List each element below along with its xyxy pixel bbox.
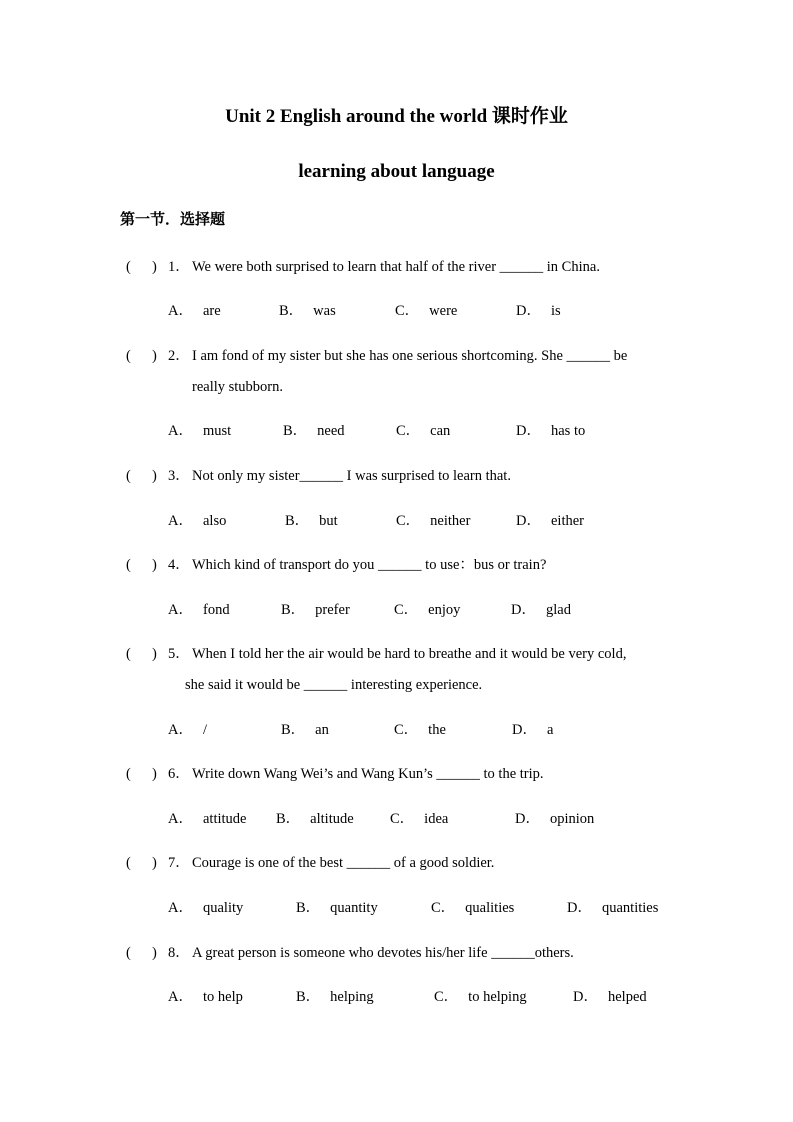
option-b[interactable]	[276, 808, 354, 830]
option-c[interactable]	[395, 300, 457, 322]
option-b[interactable]	[296, 986, 374, 1008]
question-text: A great person is someone who devotes his/her life ______others.	[192, 945, 574, 961]
option-letter: B．	[279, 303, 304, 319]
option-text: prefer	[315, 602, 350, 618]
option-b[interactable]	[281, 599, 350, 621]
option-text: idea	[424, 811, 449, 827]
option-d[interactable]	[573, 986, 647, 1008]
options-row	[0, 897, 793, 919]
option-text: quantity	[330, 900, 378, 916]
option-c[interactable]	[394, 599, 460, 621]
option-text: attitude	[202, 811, 247, 827]
option-a[interactable]	[168, 420, 231, 442]
question-8	[0, 942, 793, 964]
option-text: neither	[430, 513, 471, 529]
option-b[interactable]	[296, 897, 378, 919]
option-letter: D．	[516, 513, 541, 529]
question-text: Courage is one of the best ______ of a good soldier.	[192, 855, 495, 871]
option-letter: A．	[168, 900, 193, 916]
question-text: When I told her the air would be hard to breathe and it would be very cold,	[192, 646, 627, 662]
option-b[interactable]	[279, 300, 336, 322]
option-text: either	[550, 513, 584, 529]
option-text: to helping	[468, 989, 527, 1005]
option-text: to help	[202, 989, 243, 1005]
option-letter: B．	[296, 989, 321, 1005]
option-letter: D．	[516, 423, 541, 439]
option-text: quality	[202, 900, 244, 916]
question-text-continued: really stubborn.	[192, 379, 284, 395]
question-number: 1．	[168, 259, 190, 275]
option-c[interactable]	[394, 719, 446, 741]
option-text: must	[202, 423, 232, 439]
option-text: qualities	[465, 900, 515, 916]
option-a[interactable]	[168, 986, 243, 1008]
options-row	[0, 808, 793, 830]
option-letter: C．	[396, 513, 421, 529]
options-row	[0, 599, 793, 621]
question-number: 7．	[168, 855, 190, 871]
option-letter: D．	[567, 900, 592, 916]
option-text: an	[315, 722, 329, 738]
question-4	[0, 554, 793, 576]
option-d[interactable]	[516, 510, 584, 532]
option-letter: D．	[573, 989, 598, 1005]
option-text: helped	[607, 989, 647, 1005]
question-5	[0, 643, 793, 665]
paren-open: (	[126, 646, 131, 662]
option-b[interactable]	[285, 510, 338, 532]
option-letter: B．	[281, 722, 306, 738]
option-letter: D．	[511, 602, 536, 618]
option-text: has to	[550, 423, 586, 439]
option-a[interactable]	[168, 808, 246, 830]
option-text: is	[550, 303, 561, 319]
option-text: need	[317, 423, 345, 439]
option-letter: A．	[168, 602, 193, 618]
option-letter: B．	[285, 513, 310, 529]
paren-close: )	[152, 646, 157, 662]
question-6	[0, 763, 793, 785]
option-letter: C．	[434, 989, 459, 1005]
question-text: Not only my sister______ I was surprised to learn that.	[192, 468, 511, 484]
question-number: 6．	[168, 766, 190, 782]
option-c[interactable]	[431, 897, 514, 919]
option-text: enjoy	[428, 602, 461, 618]
options-row	[0, 420, 793, 442]
option-letter: A．	[168, 989, 193, 1005]
paren-open: (	[126, 557, 131, 573]
option-text: helping	[330, 989, 374, 1005]
option-letter: A．	[168, 811, 193, 827]
page-title: Unit 2 English around the world 课时作业	[225, 106, 568, 127]
question-text-continued: she said it would be ______ interesting experience.	[185, 677, 483, 693]
option-letter: C．	[395, 303, 420, 319]
option-d[interactable]	[512, 719, 553, 741]
paren-open: (	[126, 855, 131, 871]
option-a[interactable]	[168, 510, 226, 532]
options-row	[0, 510, 793, 532]
question-number: 5．	[168, 646, 190, 662]
option-letter: D．	[512, 722, 537, 738]
option-c[interactable]	[396, 510, 470, 532]
option-text: also	[202, 513, 227, 529]
option-text: fond	[202, 602, 230, 618]
option-text: glad	[545, 602, 571, 618]
option-letter: A．	[168, 513, 193, 529]
option-a[interactable]	[168, 300, 221, 322]
options-row	[0, 719, 793, 741]
option-letter: A．	[168, 423, 193, 439]
question-text: Which kind of transport do you ______ to use：bus or train?	[192, 557, 547, 573]
question-3	[0, 465, 793, 487]
question-2-continued	[0, 376, 793, 398]
paren-open: (	[126, 468, 131, 484]
option-text: quantities	[601, 900, 659, 916]
option-letter: C．	[431, 900, 456, 916]
option-letter: B．	[283, 423, 308, 439]
option-d[interactable]	[515, 808, 594, 830]
paren-open: (	[126, 348, 131, 364]
option-c[interactable]	[396, 420, 450, 442]
paren-close: )	[152, 468, 157, 484]
paren-close: )	[152, 766, 157, 782]
question-text: Write down Wang Wei’s and Wang Kun’s ______ to the trip.	[192, 766, 544, 782]
option-text: but	[319, 513, 338, 529]
option-letter: C．	[394, 722, 419, 738]
option-a[interactable]	[168, 599, 230, 621]
option-letter: B．	[296, 900, 321, 916]
options-row	[0, 986, 793, 1008]
paren-close: )	[152, 945, 157, 961]
option-c[interactable]	[390, 808, 448, 830]
option-d[interactable]	[516, 420, 585, 442]
question-number: 2．	[168, 348, 190, 364]
paren-close: )	[152, 259, 157, 275]
paren-close: )	[152, 348, 157, 364]
option-letter: C．	[390, 811, 415, 827]
paren-close: )	[152, 557, 157, 573]
paren-open: (	[126, 259, 131, 275]
option-c[interactable]	[434, 986, 527, 1008]
option-text: were	[429, 303, 458, 319]
option-letter: A．	[168, 722, 193, 738]
paren-close: )	[152, 855, 157, 871]
option-letter: D．	[515, 811, 540, 827]
option-letter: C．	[394, 602, 419, 618]
question-text: We were both surprised to learn that half of the river ______ in China.	[192, 259, 600, 275]
option-text: altitude	[310, 811, 354, 827]
option-text: can	[430, 423, 451, 439]
option-text: /	[202, 722, 208, 738]
option-b[interactable]	[283, 420, 345, 442]
option-text: are	[202, 303, 221, 319]
option-text: opinion	[549, 811, 595, 827]
question-number: 8．	[168, 945, 190, 961]
option-d[interactable]	[567, 897, 658, 919]
option-text: was	[313, 303, 336, 319]
option-a[interactable]	[168, 719, 207, 741]
option-letter: A．	[168, 303, 193, 319]
question-number: 4．	[168, 557, 190, 573]
question-2	[0, 345, 793, 367]
option-b[interactable]	[281, 719, 329, 741]
question-number: 3．	[168, 468, 190, 484]
option-d[interactable]	[516, 300, 561, 322]
question-text: I am fond of my sister but she has one serious shortcoming. She ______ be	[192, 348, 628, 364]
question-5-continued	[0, 674, 793, 696]
option-letter: B．	[276, 811, 301, 827]
options-row	[0, 300, 793, 322]
option-d[interactable]	[511, 599, 571, 621]
option-text: the	[428, 722, 446, 738]
option-a[interactable]	[168, 897, 243, 919]
option-text: a	[546, 722, 554, 738]
option-letter: C．	[396, 423, 421, 439]
section-heading: 第一节．选择题	[120, 212, 226, 228]
option-letter: B．	[281, 602, 306, 618]
option-letter: D．	[516, 303, 541, 319]
paren-open: (	[126, 945, 131, 961]
question-1	[0, 256, 793, 278]
page-subtitle: learning about language	[298, 161, 495, 182]
paren-open: (	[126, 766, 131, 782]
question-7	[0, 852, 793, 874]
